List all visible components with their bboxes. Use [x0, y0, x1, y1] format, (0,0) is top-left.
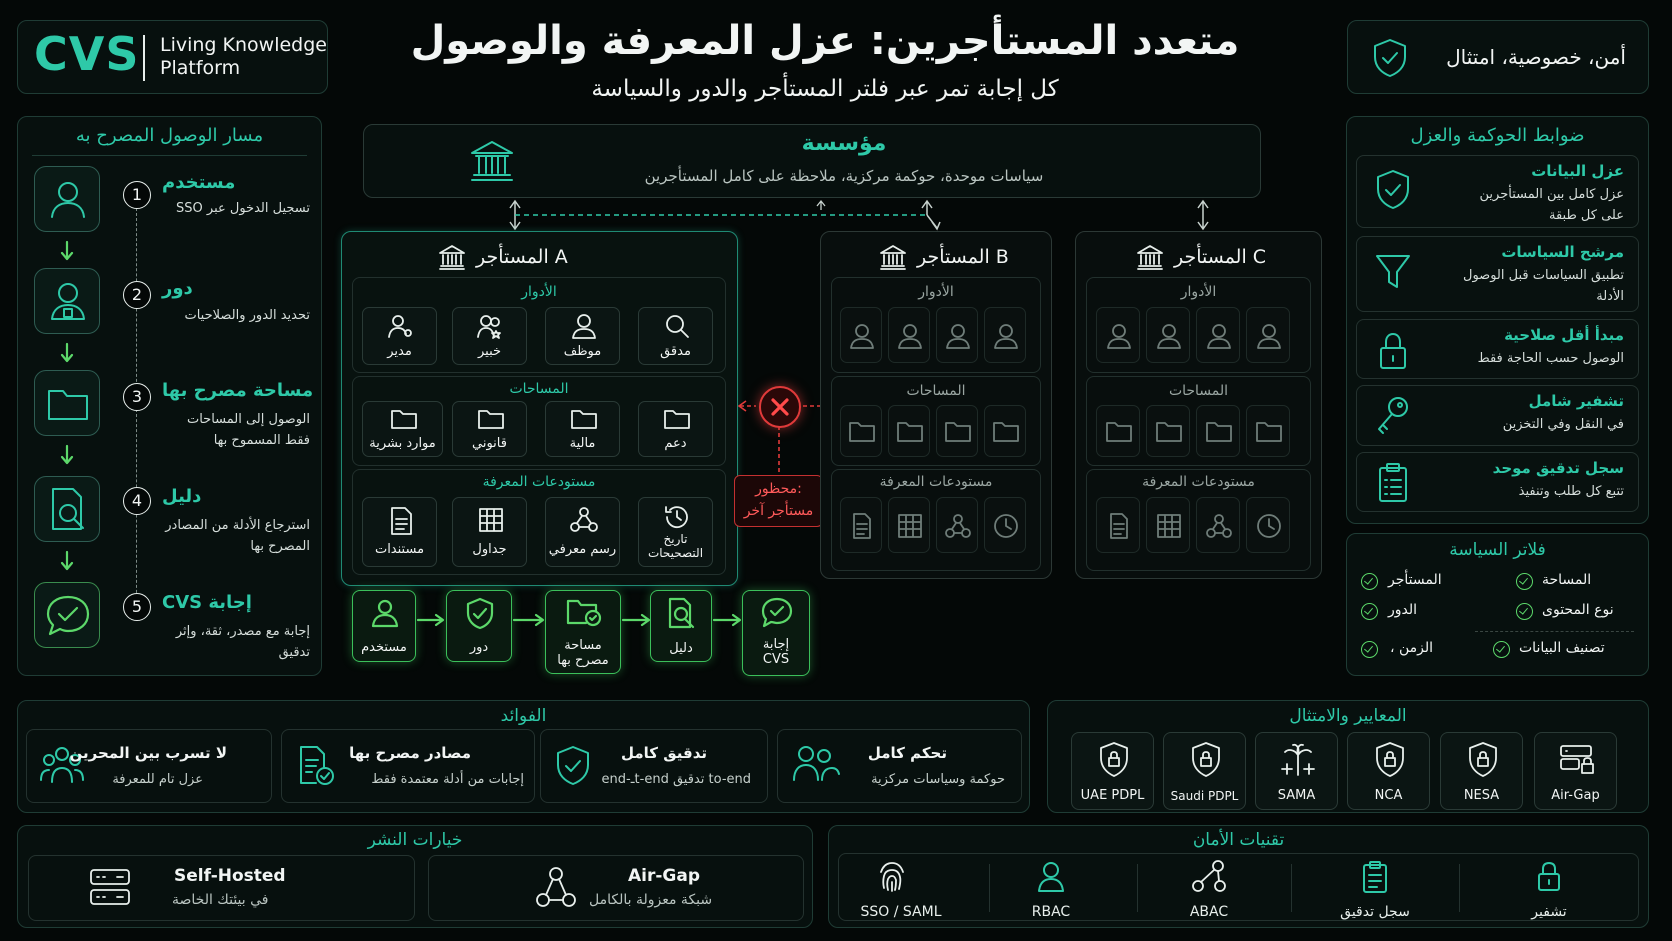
step-3-icon-box [34, 370, 100, 436]
gov-card-least-privilege [1356, 319, 1639, 379]
blocked-x-icon [759, 386, 801, 428]
folder-icon [663, 407, 691, 431]
fingerprint-icon [875, 860, 909, 894]
ghost-tile [1196, 405, 1240, 457]
role-label-manager: مدير [387, 344, 412, 359]
user-icon [895, 321, 925, 351]
users-star-icon [475, 312, 505, 340]
benefit-card-no-leakage [26, 729, 272, 803]
blocked-label-line2: مستأجر آخر [743, 503, 814, 519]
standard-sama [1255, 732, 1338, 810]
gov-card-policy-filter [1356, 236, 1639, 312]
standard-label-nesa: NESA [1463, 788, 1500, 803]
user-icon [1036, 860, 1066, 894]
step-5-number: 5 [123, 593, 151, 621]
graph-icon [1190, 858, 1228, 894]
step-5-icon-box [34, 582, 100, 648]
benefit-title-authorized-sources: مصادر مصرح بها [349, 744, 471, 762]
ghost-tile [936, 497, 978, 553]
space-label-legal: قانوني [472, 436, 507, 451]
standard-label-nca: NCA [1374, 788, 1403, 803]
user-icon [35, 167, 101, 233]
tenant-c-repos-title: مستودعات المعرفة [1142, 474, 1255, 490]
step-arrow-1 [59, 240, 75, 262]
security-badge [1347, 20, 1649, 94]
step-3-number: 3 [123, 383, 151, 411]
folder-icon [390, 407, 418, 431]
folder-icon [943, 417, 973, 447]
tech-divider [989, 864, 990, 912]
check-icon [1361, 641, 1378, 658]
gov-card-unified-audit-log [1356, 452, 1639, 512]
ghost-tile [840, 497, 882, 553]
step-1-number: 1 [123, 181, 151, 209]
space-label-finance: مالية [569, 436, 596, 451]
ghost-tile [1146, 307, 1190, 363]
standard-label-air-gap: Air-Gap [1551, 788, 1600, 803]
ghost-tile [1096, 405, 1140, 457]
tech-label-abac: ABAC [1189, 904, 1229, 920]
benefit-card-full-audit [540, 729, 768, 803]
graph-icon [943, 511, 973, 541]
standard-nca [1347, 732, 1430, 810]
folder-icon [991, 417, 1021, 447]
logo-divider [143, 35, 145, 81]
blocked-label-box [734, 475, 823, 527]
step-1-title: مستخدم [162, 172, 236, 193]
folder-icon [895, 417, 925, 447]
tenant-c-roles-title: الأدوار [1180, 284, 1217, 300]
network-icon [533, 864, 579, 912]
table-icon [1154, 511, 1184, 541]
logo-line1: Living Knowledge [160, 34, 327, 56]
clipboard-icon [1373, 461, 1413, 505]
ghost-tile [1246, 497, 1290, 553]
graph-icon [569, 505, 599, 535]
shield-check-icon [1370, 37, 1410, 79]
server-icon [87, 866, 133, 910]
tenant-a-roles-title: الأدوار [521, 284, 557, 300]
step-4-icon-box [34, 476, 100, 542]
blocked-label-line1: محظور: [755, 481, 802, 497]
tenant-a-spaces-title: المساحات [509, 381, 569, 397]
users-gear-icon [386, 312, 416, 340]
repo-tile-knowledge-graph [545, 497, 620, 567]
ghost-tile [1096, 497, 1140, 553]
key-icon [1373, 394, 1413, 438]
governance-title: ضوابط الحوكمة والعزل [1410, 125, 1585, 146]
deployment-card-self-hosted [28, 855, 415, 921]
palm-swords-icon [1276, 741, 1320, 779]
filter-item-time: الزمن ، [1390, 640, 1434, 656]
folder-icon [1154, 417, 1184, 447]
flow-label-authorized-space: مساحة مصرح بها [557, 638, 609, 668]
benefit-desc-full-audit: end-ـt-end تدقيق to-end [601, 772, 751, 787]
lock-icon [1373, 330, 1413, 372]
logo-line2: Platform [160, 57, 241, 79]
document-icon [847, 511, 877, 541]
clock-icon [991, 511, 1021, 541]
role-label-auditor: مدقق [660, 344, 691, 359]
role-label-employee: موظف [563, 344, 602, 359]
user-icon [569, 312, 599, 340]
gov-title-policy-filter: مرشح السياسات [1501, 243, 1624, 261]
access-path-title: مسار الوصول المصرح به [75, 125, 264, 146]
clock-icon [1254, 511, 1284, 541]
tenant-c-spaces-title: المساحات [1168, 383, 1229, 399]
gov-desc-unified-audit-log-1: تتبع كل طلب وتنفيذ [1518, 484, 1624, 499]
standard-label-sama: SAMA [1277, 788, 1316, 803]
flow-arrows [414, 610, 754, 630]
standard-air-gap [1534, 732, 1617, 810]
ghost-tile [936, 405, 978, 457]
ghost-tile [888, 307, 930, 363]
ghost-tile [936, 307, 978, 363]
flow-label-role: دور [469, 640, 489, 655]
search-icon [662, 312, 692, 340]
check-icon [1516, 603, 1533, 620]
step-arrow-3 [59, 444, 75, 466]
ghost-tile [840, 405, 882, 457]
flow-label-evidence: دليل [669, 641, 693, 656]
shield-lock-icon [1466, 741, 1500, 779]
folder-icon [1254, 417, 1284, 447]
step-arrow-4 [59, 550, 75, 572]
deployment-title-air-gap: Air-Gap [628, 866, 701, 886]
deployment-title: خيارات النشر [367, 830, 463, 850]
repo-tile-correction-history [638, 497, 713, 567]
check-icon [1516, 573, 1533, 590]
tenant-b-spaces-title: المساحات [906, 383, 966, 399]
history-icon [662, 503, 692, 531]
tenant-a-bank-icon [438, 244, 466, 270]
deployment-card-air-gap [428, 855, 804, 921]
tenant-c-title: المستأجر C [1174, 246, 1267, 268]
role-tile-auditor [638, 307, 713, 365]
standards-title: المعايير والامتثال [1289, 706, 1407, 726]
gov-desc-data-isolation-1: عزل كامل بين المستأجرين [1479, 187, 1624, 202]
document-icon [387, 506, 415, 536]
benefit-desc-full-control: حوكمة وسياسات مركزية [871, 772, 1005, 787]
gov-card-data-isolation [1356, 155, 1639, 228]
filter-item-role: الدور [1388, 602, 1418, 618]
institution-connectors [340, 198, 1340, 234]
ghost-tile [984, 497, 1026, 553]
repo-tile-tables [452, 497, 527, 567]
logo-mark: CVS [34, 27, 140, 81]
table-icon [895, 511, 925, 541]
security-badge-label: أمن، خصوصية، امتثال [1446, 45, 1626, 69]
flow-step-cvs-answer [742, 590, 810, 676]
step-3-desc: الوصول إلى المساحات فقط المسموح بها [186, 412, 310, 448]
gov-desc-full-encryption-1: في النقل وفي التخزين [1502, 417, 1624, 432]
tech-divider [1137, 864, 1138, 912]
step-2-icon-box [34, 268, 100, 334]
funnel-icon [1373, 251, 1413, 293]
ghost-tile [984, 405, 1026, 457]
gov-card-full-encryption [1356, 385, 1639, 446]
user-icon [1154, 321, 1184, 351]
graph-icon [1204, 511, 1234, 541]
shield-lock-icon [1097, 741, 1131, 779]
ghost-tile [888, 405, 930, 457]
user-icon [1104, 321, 1134, 351]
security-tech-title: تقنيات الأمان [1192, 830, 1285, 850]
chat-check-icon [35, 583, 101, 649]
tech-label-rbac: RBAC [1031, 904, 1071, 920]
space-label-support: دعم [664, 436, 687, 451]
repo-label-documents: مستندات [374, 542, 425, 557]
page-title: متعدد المستأجرين: عزل المعرفة والوصول [410, 18, 1240, 64]
ghost-tile [840, 307, 882, 363]
role-tile-manager [362, 307, 437, 365]
step-3-title: مساحة مصرح بها [162, 380, 314, 401]
shield-icon [1373, 168, 1413, 212]
deployment-desc-self-hosted: في بيئتك الخاصة [172, 892, 269, 908]
space-label-hr: موارد بشرية [369, 436, 436, 451]
tenant-c-bank-icon [1136, 244, 1164, 270]
step-4-title: دليل [162, 486, 202, 507]
benefit-title-full-control: تحكم كامل [867, 744, 947, 762]
filter-item-data-classification: تصنيف البيانات [1519, 640, 1605, 656]
check-icon [1361, 603, 1378, 620]
shield-lock-icon [1373, 741, 1407, 779]
step-2-number: 2 [123, 281, 151, 309]
bank-icon [468, 137, 516, 185]
flow-label-cvs-answer: إجابة CVS [762, 637, 790, 667]
space-tile-hr [362, 401, 443, 457]
step-arrow-2 [59, 342, 75, 364]
benefit-title-full-audit: تدقيق كامل [620, 744, 707, 762]
gov-desc-least-privilege-1: الوصول حسب الحاجة فقط [1477, 351, 1624, 366]
tenant-b-title: المستأجر B [917, 246, 1009, 268]
folder-icon [35, 371, 101, 437]
role-label-expert: خبير [477, 344, 502, 359]
space-tile-finance [545, 401, 620, 457]
tenant-a-repos-title: مستودعات المعرفة [482, 474, 596, 490]
ghost-tile [1146, 405, 1190, 457]
shield-check-icon [553, 744, 593, 788]
tech-divider [1459, 864, 1460, 912]
gov-title-least-privilege: مبدأ أقل صلاحية [1504, 326, 1624, 344]
user-icon [847, 321, 877, 351]
user-icon [943, 321, 973, 351]
step-1-icon-box [34, 166, 100, 232]
repo-tile-documents [362, 497, 437, 567]
step-2-desc: تحديد الدور والصلاحيات [184, 308, 310, 323]
user-icon [1204, 321, 1234, 351]
benefit-title-no-leakage: لا تسرب بين المحرين [69, 744, 227, 762]
step-5-desc: إجابة مع مصدر، ثقة، وإثر تدقيق [175, 624, 310, 660]
standard-label-saudi-pdpl: Saudi PDPL [1170, 789, 1239, 803]
user-badge-icon [35, 269, 101, 335]
space-tile-legal [452, 401, 527, 457]
standard-uae-pdpl [1071, 732, 1154, 810]
lock-icon [1535, 860, 1563, 892]
tenant-b-bank-icon [879, 244, 907, 270]
filter-item-tenant: المستأجر [1388, 572, 1442, 588]
page-subtitle: كل إجابة تمر عبر فلتر المستأجر والدور والسياسة [591, 76, 1059, 102]
server-lock-icon [1558, 743, 1596, 777]
ghost-tile [888, 497, 930, 553]
step-2-title: دور [162, 278, 193, 299]
benefit-desc-no-leakage: عزل تام للمعرفة [112, 772, 203, 787]
check-icon [1493, 641, 1510, 658]
step-4-number: 4 [123, 487, 151, 515]
ghost-tile [1246, 307, 1290, 363]
standard-label-uae-pdpl: UAE PDPL [1080, 788, 1145, 803]
access-path-title-underline [32, 155, 307, 156]
policy-filters-divider [1475, 631, 1634, 632]
deployment-desc-air-gap: شبكة معزولة بالكامل [589, 892, 713, 908]
ghost-tile [984, 307, 1026, 363]
deployment-title-self-hosted: Self-Hosted [174, 866, 286, 886]
tenant-b-repos-title: مستودعات المعرفة [879, 474, 993, 490]
standard-nesa [1440, 732, 1523, 810]
benefit-card-full-control [777, 729, 1022, 803]
step-4-desc: استرجاع الأدلة من المصادر المصرح بها [165, 518, 310, 554]
role-tile-employee [545, 307, 620, 365]
institution-title: مؤسسة [801, 131, 887, 156]
user-icon [991, 321, 1021, 351]
gov-desc-policy-filter-2: الأدلة [1596, 289, 1624, 304]
tech-label-sso-saml: SSO / SAML [860, 904, 942, 920]
user-icon [1254, 321, 1284, 351]
gov-desc-data-isolation-2: على كل طبقة [1548, 208, 1624, 223]
tenant-a-title: المستأجر A [476, 246, 568, 268]
chat-check-icon [760, 597, 794, 629]
document-search-icon [35, 477, 101, 543]
gov-title-data-isolation: عزل البيانات [1531, 162, 1624, 180]
role-tile-expert [452, 307, 527, 365]
gov-desc-policy-filter-1: تطبيق السياسات قبل الوصول [1463, 268, 1624, 283]
ghost-tile [1146, 497, 1190, 553]
ghost-tile [1196, 497, 1240, 553]
flow-label-user: مستخدم [361, 640, 407, 655]
flow-step-authorized-space [545, 590, 621, 674]
standard-saudi-pdpl [1163, 732, 1246, 810]
tech-label-encryption: تشفير [1531, 904, 1567, 920]
repo-label-tables: جداول [472, 542, 507, 557]
tenant-b-roles-title: الأدوار [918, 284, 954, 300]
institution-desc: سياسات موحدة، حوكمة مركزية، ملاحظة على كامل المستأجرين [644, 167, 1044, 185]
logo-card [17, 20, 328, 94]
folder-icon [477, 407, 505, 431]
gov-title-full-encryption: تشفير شامل [1528, 392, 1624, 410]
benefits-title: الفوائد [500, 706, 547, 726]
space-tile-support [638, 401, 713, 457]
filter-item-space: المساحة [1542, 572, 1592, 588]
institution-card [363, 124, 1261, 198]
user-icon [369, 597, 401, 629]
users-control-icon [792, 744, 840, 784]
flow-step-user [352, 590, 416, 662]
document-icon [1104, 511, 1134, 541]
gov-title-unified-audit-log: سجل تدقيق موحد [1492, 459, 1624, 477]
policy-filters-title: فلاتر السياسة [1449, 540, 1546, 560]
repo-label-correction-history: تاريخ التصحيحات [647, 532, 704, 560]
step-1-desc: تسجيل الدخول عبر SSO [176, 201, 310, 216]
shield-lock-icon [1189, 741, 1223, 779]
folder-icon [570, 407, 598, 431]
tech-divider [1291, 864, 1292, 912]
check-icon [1361, 573, 1378, 590]
benefit-card-authorized-sources [281, 729, 535, 803]
document-check-icon [296, 744, 336, 788]
repo-label-knowledge-graph: رسم معرفي [548, 542, 617, 557]
ghost-tile [1096, 307, 1140, 363]
folder-icon [1204, 417, 1234, 447]
folder-icon [1104, 417, 1134, 447]
step-5-title: إجابة CVS [162, 592, 252, 613]
tech-label-audit-log: سجل تدقيق [1340, 904, 1410, 920]
clipboard-icon [1360, 860, 1390, 894]
table-icon [477, 506, 505, 534]
ghost-tile [1246, 405, 1290, 457]
benefit-desc-authorized-sources: إجابات من أدلة معتمدة فقط [371, 772, 524, 787]
folder-icon [847, 417, 877, 447]
filter-item-content-type: نوع المحتوى [1542, 602, 1614, 618]
ghost-tile [1196, 307, 1240, 363]
